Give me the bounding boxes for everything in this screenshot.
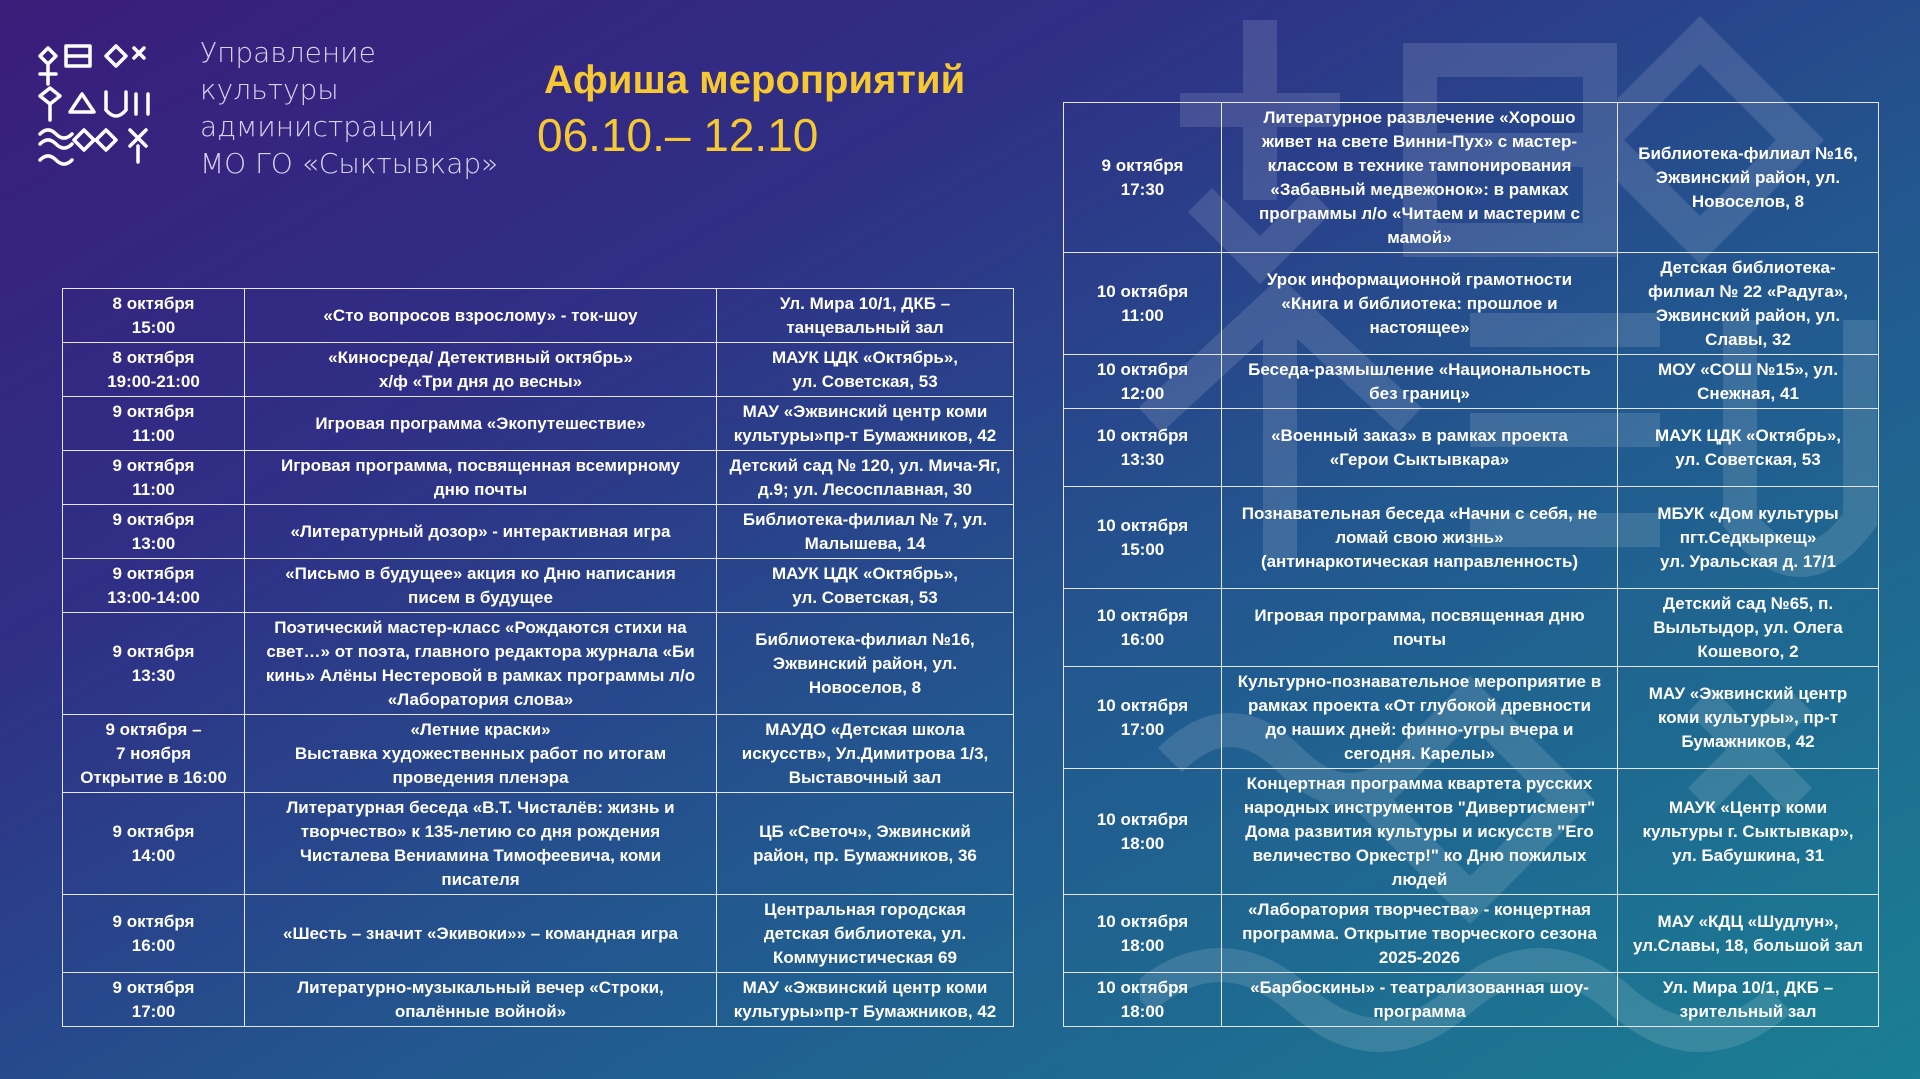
event-event-line: Поэтический мастер-класс «Рождаются стихи на bbox=[274, 617, 687, 637]
event-when-line: 13:00-14:00 bbox=[107, 587, 200, 607]
event-when-cell bbox=[63, 397, 245, 451]
event-place-line: МАУК ЦДК «Октябрь», bbox=[1654, 425, 1842, 445]
event-event-cell bbox=[245, 343, 717, 397]
event-row bbox=[63, 397, 1014, 451]
event-place-line: Славы, 32 bbox=[1705, 329, 1791, 349]
event-place-line: ул. Советская, 53 bbox=[792, 371, 938, 391]
event-event-line: Урок информационной грамотности bbox=[1266, 269, 1573, 289]
event-place-line: Библиотека-филиал №16, bbox=[1638, 143, 1858, 163]
event-place-cell bbox=[1618, 487, 1879, 589]
event-event-line: 2025-2026 bbox=[1378, 947, 1461, 967]
event-row bbox=[1064, 769, 1879, 895]
event-when-line: 17:30 bbox=[1120, 179, 1165, 199]
event-place-line: коми культуры», пр-т bbox=[1657, 707, 1839, 727]
event-row bbox=[63, 505, 1014, 559]
event-place-cell bbox=[1618, 355, 1879, 409]
event-when-cell bbox=[63, 289, 245, 343]
org-name-line: МО ГО «Сыктывкар» bbox=[200, 147, 499, 180]
event-place-line: танцевальный зал bbox=[786, 317, 944, 337]
event-when-cell bbox=[1064, 103, 1222, 253]
event-when-line: 18:00 bbox=[1120, 833, 1165, 853]
event-event-cell bbox=[1222, 895, 1618, 973]
event-when-line: 10 октября bbox=[1096, 695, 1189, 715]
event-place-line: Новоселов, 8 bbox=[808, 677, 922, 697]
event-when-line: 10 октября bbox=[1096, 977, 1189, 997]
event-place-line: МОУ «СОШ №15», ул. bbox=[1657, 359, 1839, 379]
org-name-line: администрации bbox=[200, 110, 435, 143]
event-when-line: 10 октября bbox=[1096, 515, 1189, 535]
event-when-line: 18:00 bbox=[1120, 1001, 1165, 1021]
event-row bbox=[63, 289, 1014, 343]
event-event-line: народных инструментов "Дивертисмент" bbox=[1243, 797, 1596, 817]
event-row bbox=[63, 973, 1014, 1027]
event-event-line: Литературно-музыкальный вечер «Строки, bbox=[297, 977, 664, 997]
event-place-cell bbox=[717, 451, 1014, 505]
event-when-line: 18:00 bbox=[1120, 935, 1165, 955]
event-event-line: Литературная беседа «В.Т. Чисталёв: жизнь и bbox=[286, 797, 675, 817]
event-row bbox=[63, 895, 1014, 973]
event-when-line: 17:00 bbox=[131, 1001, 176, 1021]
event-place-line: Выставочный зал bbox=[788, 767, 942, 787]
event-when-line: 9 октября bbox=[112, 977, 195, 997]
event-event-cell bbox=[1222, 355, 1618, 409]
event-when-line: 9 октября bbox=[112, 641, 195, 661]
event-when-line: 15:00 bbox=[131, 317, 176, 337]
event-row bbox=[1064, 973, 1879, 1027]
event-event-line: программа. Открытие творческого сезона bbox=[1242, 923, 1597, 943]
event-place-line: Эжвинский район, ул. bbox=[772, 653, 958, 673]
event-place-cell bbox=[1618, 589, 1879, 667]
event-place-line: ул.Славы, 18, большой зал bbox=[1633, 935, 1863, 955]
event-place-line: культуры г. Сыктывкар», bbox=[1642, 821, 1854, 841]
event-event-cell bbox=[245, 793, 717, 895]
event-event-line: «Письмо в будущее» акция ко Дню написания bbox=[285, 563, 676, 583]
event-place-line: МАУК «Центр коми bbox=[1668, 797, 1828, 817]
event-event-line: Игровая программа «Экопутешествие» bbox=[315, 413, 646, 433]
event-place-line: МАУ «КДЦ «Шудлун», bbox=[1657, 911, 1839, 931]
event-event-line: «Герои Сыктывкара» bbox=[1329, 449, 1510, 469]
event-when-cell bbox=[63, 451, 245, 505]
event-row bbox=[1064, 103, 1879, 253]
event-when-line: 8 октября bbox=[112, 293, 195, 313]
event-row bbox=[63, 613, 1014, 715]
event-event-line: «Лаборатория слова» bbox=[387, 689, 574, 709]
event-place-line: Малышева, 14 bbox=[804, 533, 926, 553]
poster-title: Афиша мероприятий bbox=[544, 58, 966, 102]
event-when-line: 9 октября bbox=[112, 563, 195, 583]
event-when-cell bbox=[1064, 409, 1222, 487]
event-event-line: «Барбоскины» - театрализованная шоу- bbox=[1250, 977, 1589, 997]
event-place-cell bbox=[717, 289, 1014, 343]
event-place-line: МБУК «Дом культуры bbox=[1657, 503, 1839, 523]
event-when-line: 10 октября bbox=[1096, 809, 1189, 829]
event-place-line: МАУК ЦДК «Октябрь», bbox=[771, 347, 959, 367]
event-when-cell bbox=[1064, 895, 1222, 973]
event-place-line: Ул. Мира 10/1, ДКБ – bbox=[1662, 977, 1834, 997]
event-event-line: писем в будущее bbox=[408, 587, 553, 607]
event-event-cell bbox=[1222, 487, 1618, 589]
event-event-line: Дома развития культуры и искусств "Его bbox=[1245, 821, 1594, 841]
event-when-line: 12:00 bbox=[1120, 383, 1165, 403]
event-when-cell bbox=[1064, 589, 1222, 667]
event-when-line: 9 октября bbox=[112, 911, 195, 931]
event-place-line: Выльтыдор, ул. Олега bbox=[1653, 617, 1843, 637]
event-place-line: Библиотека-филиал № 7, ул. bbox=[742, 509, 988, 529]
event-when-cell bbox=[63, 559, 245, 613]
event-row bbox=[1064, 409, 1879, 487]
event-event-cell bbox=[245, 505, 717, 559]
event-when-cell bbox=[63, 973, 245, 1027]
event-event-line: до наших дней: финно-угры вчера и bbox=[1265, 719, 1574, 739]
event-event-cell bbox=[1222, 589, 1618, 667]
event-place-cell bbox=[1618, 253, 1879, 355]
event-event-cell bbox=[245, 973, 717, 1027]
event-when-cell bbox=[63, 793, 245, 895]
event-place-line: ул. Бабушкина, 31 bbox=[1671, 845, 1825, 865]
event-when-line: 15:00 bbox=[1120, 539, 1165, 559]
event-row bbox=[63, 559, 1014, 613]
event-when-cell bbox=[1064, 253, 1222, 355]
event-row bbox=[63, 343, 1014, 397]
event-event-cell bbox=[245, 559, 717, 613]
event-place-line: ЦБ «Светоч», Эжвинский bbox=[759, 821, 971, 841]
event-place-line: Снежная, 41 bbox=[1697, 383, 1799, 403]
event-place-line: д.9; ул. Лесосплавная, 30 bbox=[757, 479, 973, 499]
event-place-line: искусств», Ул.Димитрова 1/3, bbox=[741, 743, 989, 763]
event-place-cell bbox=[717, 559, 1014, 613]
event-when-line: 9 октября bbox=[1101, 155, 1184, 175]
event-place-line: ул. Советская, 53 bbox=[792, 587, 938, 607]
event-place-line: детская библиотека, ул. bbox=[763, 923, 967, 943]
event-event-line: проведения пленэра bbox=[392, 767, 569, 787]
event-when-cell bbox=[1064, 667, 1222, 769]
event-when-line: 10 октября bbox=[1096, 605, 1189, 625]
event-place-cell bbox=[717, 793, 1014, 895]
event-row bbox=[1064, 895, 1879, 973]
event-place-line: Детская библиотека- bbox=[1660, 257, 1836, 277]
event-when-line: 9 октября – bbox=[105, 719, 202, 739]
event-event-line: рамках проекта «От глубокой древности bbox=[1248, 695, 1591, 715]
event-event-line: «Военный заказ» в рамках проекта bbox=[1271, 425, 1568, 445]
event-event-line: Выставка художественных работ по итогам bbox=[294, 743, 667, 763]
event-event-line: программа bbox=[1373, 1001, 1466, 1021]
event-when-line: 11:00 bbox=[1121, 305, 1164, 325]
event-event-line: «Летние краски» bbox=[410, 719, 551, 739]
event-when-line: 13:30 bbox=[1120, 449, 1165, 469]
event-event-line: «Лаборатория творчества» - концертная bbox=[1248, 899, 1591, 919]
event-event-line: величество Оркестр!" ко Дню пожилых bbox=[1252, 845, 1587, 865]
org-name-line: Управление bbox=[200, 36, 376, 69]
event-place-cell bbox=[1618, 409, 1879, 487]
events-table-left bbox=[62, 288, 1014, 1027]
event-place-cell bbox=[1618, 973, 1879, 1027]
event-when-line: 10 октября bbox=[1096, 911, 1189, 931]
event-when-line: 9 октября bbox=[112, 509, 195, 529]
events-table-right bbox=[1063, 102, 1879, 1027]
event-row bbox=[1064, 253, 1879, 355]
event-place-line: ул. Советская, 53 bbox=[1675, 449, 1821, 469]
event-place-line: МАУ «Эжвинский центр коми bbox=[742, 401, 988, 421]
event-event-line: Культурно-познавательное мероприятие в bbox=[1237, 671, 1602, 691]
event-place-cell bbox=[1618, 769, 1879, 895]
event-place-line: Детский сад № 120, ул. Мича-Яг, bbox=[729, 455, 1001, 475]
event-when-cell bbox=[1064, 355, 1222, 409]
event-place-line: культуры»пр-т Бумажников, 42 bbox=[733, 1001, 997, 1021]
event-when-line: Открытие в 16:00 bbox=[80, 767, 227, 787]
event-event-cell bbox=[245, 397, 717, 451]
event-event-line: настоящее» bbox=[1369, 317, 1470, 337]
event-place-line: зрительный зал bbox=[1679, 1001, 1817, 1021]
event-place-line: пгт.Седкыркещ» bbox=[1679, 527, 1817, 547]
event-place-line: культуры»пр-т Бумажников, 42 bbox=[733, 425, 997, 445]
event-when-cell bbox=[63, 895, 245, 973]
event-place-cell bbox=[717, 613, 1014, 715]
event-when-cell bbox=[63, 715, 245, 793]
event-when-line: 10 октября bbox=[1096, 359, 1189, 379]
event-when-line: 11:00 bbox=[132, 479, 175, 499]
event-when-line: 16:00 bbox=[1120, 629, 1165, 649]
event-when-line: 13:30 bbox=[131, 665, 176, 685]
event-event-line: Игровая программа, посвященная всемирному bbox=[281, 455, 680, 475]
event-event-line: Литературное развлечение «Хорошо bbox=[1263, 107, 1576, 127]
event-place-line: Библиотека-филиал №16, bbox=[755, 629, 975, 649]
event-place-cell bbox=[717, 505, 1014, 559]
event-place-line: Центральная городская bbox=[764, 899, 966, 919]
event-place-line: Детский сад №65, п. bbox=[1662, 593, 1834, 613]
event-when-line: 17:00 bbox=[1120, 719, 1165, 739]
event-event-line: «Литературный дозор» - интерактивная игра bbox=[290, 521, 671, 541]
event-row bbox=[1064, 487, 1879, 589]
event-event-line: почты bbox=[1393, 629, 1446, 649]
event-row bbox=[63, 451, 1014, 505]
event-when-line: 8 октября bbox=[112, 347, 195, 367]
event-event-line: свет…» от поэта, главного редактора журнала «Би bbox=[266, 641, 695, 661]
event-event-line: мамой» bbox=[1387, 227, 1452, 247]
event-place-cell bbox=[717, 973, 1014, 1027]
event-row bbox=[63, 793, 1014, 895]
event-event-line: опалённые войной» bbox=[394, 1001, 567, 1021]
event-event-cell bbox=[1222, 409, 1618, 487]
event-place-cell bbox=[717, 895, 1014, 973]
event-event-cell bbox=[245, 289, 717, 343]
event-event-line: без границ» bbox=[1369, 383, 1470, 403]
event-place-cell bbox=[1618, 667, 1879, 769]
event-when-cell bbox=[1064, 973, 1222, 1027]
event-place-cell bbox=[1618, 103, 1879, 253]
event-event-line: программы л/о «Читаем и мастерим с bbox=[1259, 203, 1580, 223]
event-place-line: район, пр. Бумажников, 36 bbox=[753, 845, 977, 865]
event-event-line: ломай свою жизнь» bbox=[1335, 527, 1504, 547]
event-event-line: писателя bbox=[441, 869, 520, 889]
event-event-line: людей bbox=[1391, 869, 1448, 889]
event-place-cell bbox=[717, 397, 1014, 451]
event-when-line: 13:00 bbox=[131, 533, 176, 553]
event-event-line: Беседа-размышление «Национальность bbox=[1248, 359, 1591, 379]
event-when-line: 19:00-21:00 bbox=[107, 371, 200, 391]
event-when-cell bbox=[1064, 769, 1222, 895]
event-when-line: 9 октября bbox=[112, 401, 195, 421]
event-place-line: Эжвинский район, ул. bbox=[1655, 305, 1841, 325]
event-event-cell bbox=[1222, 667, 1618, 769]
event-place-line: МАУДО «Детская школа bbox=[765, 719, 965, 739]
event-place-line: ул. Уральская д. 17/1 bbox=[1660, 551, 1836, 571]
event-event-line: «Забавный медвежонок»: в рамках bbox=[1270, 179, 1569, 199]
event-event-cell bbox=[245, 451, 717, 505]
event-event-line: кинь» Алёны Нестеровой в рамках программы л/о bbox=[265, 665, 696, 685]
event-event-line: «Киносреда/ Детективный октябрь» bbox=[328, 347, 633, 367]
event-event-cell bbox=[245, 715, 717, 793]
event-when-cell bbox=[63, 343, 245, 397]
event-when-line: 7 ноября bbox=[115, 743, 192, 763]
event-event-cell bbox=[1222, 253, 1618, 355]
logo-icon bbox=[34, 38, 166, 174]
event-when-line: 11:00 bbox=[132, 425, 175, 445]
event-event-cell bbox=[1222, 973, 1618, 1027]
event-event-line: «Сто вопросов взрослому» - ток-шоу bbox=[323, 305, 638, 325]
event-when-cell bbox=[63, 505, 245, 559]
event-row bbox=[63, 715, 1014, 793]
event-event-line: живет на свете Винни-Пух» с мастер- bbox=[1261, 131, 1578, 151]
event-event-cell bbox=[1222, 769, 1618, 895]
event-when-cell bbox=[1064, 487, 1222, 589]
poster-dates: 06.10.– 12.10 bbox=[537, 109, 819, 161]
event-event-line: сегодня. Карелы» bbox=[1344, 743, 1495, 763]
event-place-line: МАУ «Эжвинский центр коми bbox=[742, 977, 988, 997]
event-when-line: 10 октября bbox=[1096, 425, 1189, 445]
event-event-line: «Шесть – значит «Экивоки»» – командная игра bbox=[283, 923, 678, 943]
event-event-line: Чисталева Вениамина Тимофеевича, коми bbox=[299, 845, 662, 865]
event-event-line: Концертная программа квартета русских bbox=[1246, 773, 1593, 793]
event-event-line: х/ф «Три дня до весны» bbox=[378, 371, 583, 391]
event-event-cell bbox=[245, 895, 717, 973]
event-row bbox=[1064, 667, 1879, 769]
event-place-line: МАУ «Эжвинский центр bbox=[1648, 683, 1848, 703]
event-event-line: «Книга и библиотека: прошлое и bbox=[1281, 293, 1558, 313]
event-place-cell bbox=[717, 715, 1014, 793]
event-place-line: филиал № 22 «Радуга», bbox=[1647, 281, 1849, 301]
event-event-line: творчество» к 135-летию со дня рождения bbox=[300, 821, 661, 841]
event-event-cell bbox=[245, 613, 717, 715]
event-when-line: 9 октября bbox=[112, 455, 195, 475]
event-event-line: Игровая программа, посвященная дню bbox=[1254, 605, 1585, 625]
event-row bbox=[1064, 355, 1879, 409]
event-when-line: 14:00 bbox=[131, 845, 176, 865]
event-place-cell bbox=[1618, 895, 1879, 973]
event-when-line: 16:00 bbox=[131, 935, 176, 955]
event-event-line: (антинаркотическая направленность) bbox=[1260, 551, 1579, 571]
event-event-line: классом в технике тампонирования bbox=[1267, 155, 1572, 175]
event-event-cell bbox=[1222, 103, 1618, 253]
event-event-line: Познавательная беседа «Начни с себя, не bbox=[1241, 503, 1598, 523]
event-event-line: дню почты bbox=[433, 479, 528, 499]
event-when-cell bbox=[63, 613, 245, 715]
event-place-line: МАУК ЦДК «Октябрь», bbox=[771, 563, 959, 583]
event-place-cell bbox=[717, 343, 1014, 397]
event-row bbox=[1064, 589, 1879, 667]
org-name-line: культуры bbox=[200, 73, 339, 106]
event-place-line: Коммунистическая 69 bbox=[773, 947, 957, 967]
event-place-line: Эжвинский район, ул. bbox=[1655, 167, 1841, 187]
event-place-line: Новоселов, 8 bbox=[1691, 191, 1805, 211]
event-place-line: Кошевого, 2 bbox=[1697, 641, 1799, 661]
organization-name bbox=[200, 34, 498, 182]
event-when-line: 9 октября bbox=[112, 821, 195, 841]
event-place-line: Ул. Мира 10/1, ДКБ – bbox=[779, 293, 951, 313]
event-when-line: 10 октября bbox=[1096, 281, 1189, 301]
event-place-line: Бумажников, 42 bbox=[1681, 731, 1815, 751]
